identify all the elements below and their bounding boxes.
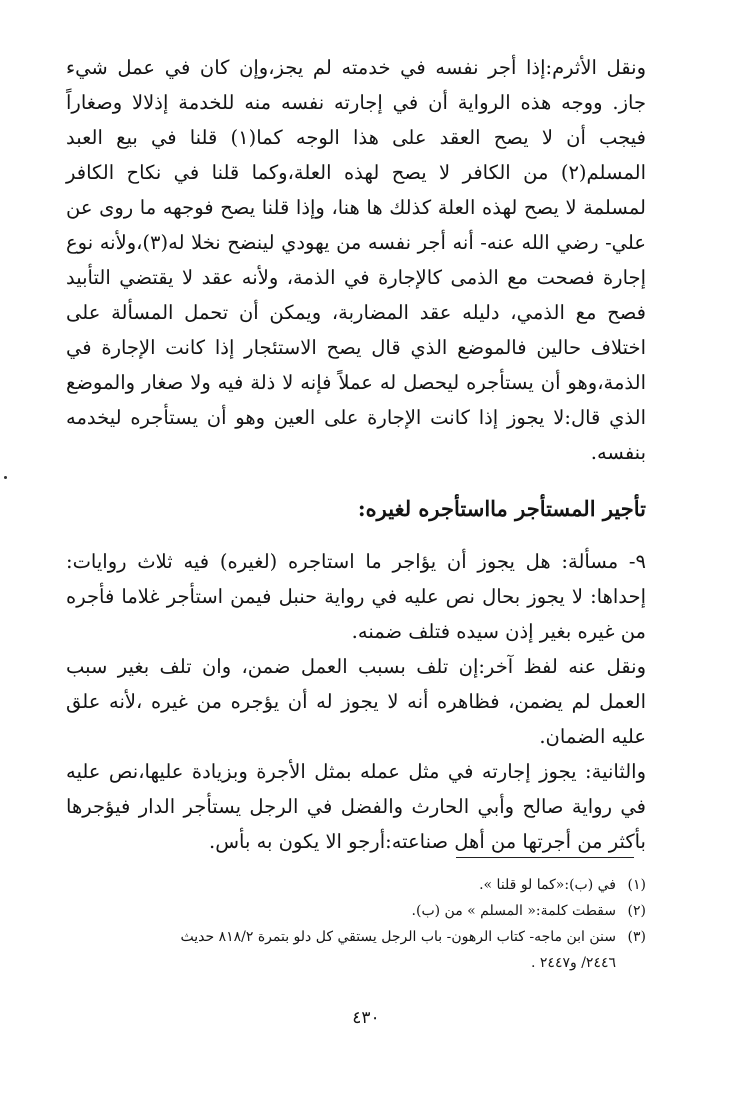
body-paragraph-3: ونقل عنه لفظ آخر:إن تلف بسبب العمل ضمن، وان تلف بغير سبب العمل لم يضمن، فظاهره أنه لا يجوز له أن يؤجره من غيره ،لأنه علق عليه الضمان.: [66, 655, 646, 748]
footnote-number: (٣): [627, 929, 646, 945]
page-number: ٤٣٠: [352, 1008, 380, 1028]
footnote-number: (١): [627, 877, 646, 893]
footnote-text: سنن ابن ماجه- كتاب الرهون- باب الرجل يستقي كل دلو بتمرة ٨١٨/٢ حديث: [180, 929, 616, 945]
page-content: [66, 50, 646, 859]
footnote-text: في (ب):«كما لو قلنا ».: [479, 877, 616, 893]
footnote-2: [66, 898, 646, 924]
body-paragraph-1: ونقل الأثرم:إذا أجر نفسه في خدمته لم يجز،وإن كان في عمل شيء جاز. ووجه هذه الرواية أن في إجارته نفسه منه للخدمة إذلالا وصغاراً فيجب أن لا يصح العقد على هذا الوجه كما(١) قلنا في بيع العبد المسلم(٢) من الكافر لا يصح لهذه العلة،وكما قلنا في نكاح الكافر لمسلمة لا يصح لهذه العلة كذلك ها هنا، وإذا قلنا يصح فوجهه ما روى عن علي- رضي الله عنه- أنه أجر نفسه من يهودي لينضح نخلا له(٣)،ولأنه نوع إجارة فصحت مع الذمى كالإجارة في الذمة، ولأنه عقد لا يقتضي التأبيد فصح مع الذمي، دليله عقد المضاربة، ويمكن أن تحمل المسألة على اختلاف حالين فالموضع الذي قال يصح الاستئجار إذا كانت الإجارة في الذمة،وهو أن يستأجره ليحصل له عملاً فإنه لا ذلة فيه ولا صغار والموضع الذي قال:لا يجوز إذا كانت الإجارة على العين وهو أن يستأجره ليخدمه بنفسه.: [66, 56, 647, 464]
footnote-text: سقطت كلمة:« المسلم » من (ب).: [411, 903, 616, 919]
footnote-1: [66, 872, 646, 898]
footnote-number: (٢): [627, 903, 646, 919]
footnote-divider: [456, 857, 634, 858]
body-paragraph-4: والثانية: يجوز إجارته في مثل عمله بمثل الأجرة وبزيادة عليها،نص عليه في رواية صالح وأبي الحارث والفضل في الرجل يستأجر الدار فيؤجرها بأكثر من أجرتها من أهل صناعته:أرجو الا يكون به بأس.: [66, 760, 646, 853]
body-paragraph-2: ٩- مسألة: هل يجوز أن يؤاجر ما استاجره (لغيره) فيه ثلاث روايات: إحداها: لا يجوز بحال نص عليه في رواية حنبل فيمن استأجر غلاما فأجره من غيره بغير إذن سيده فتلف ضمنه.: [66, 550, 646, 643]
footnote-3-continuation: ٢٤٤٦/ و٢٤٤٧ .: [531, 955, 616, 971]
footnotes: [66, 872, 646, 976]
margin-speck: [4, 476, 7, 479]
section-heading: تأجير المستأجر مااستأجره لغيره:: [357, 496, 646, 521]
footnote-3: [66, 924, 646, 950]
